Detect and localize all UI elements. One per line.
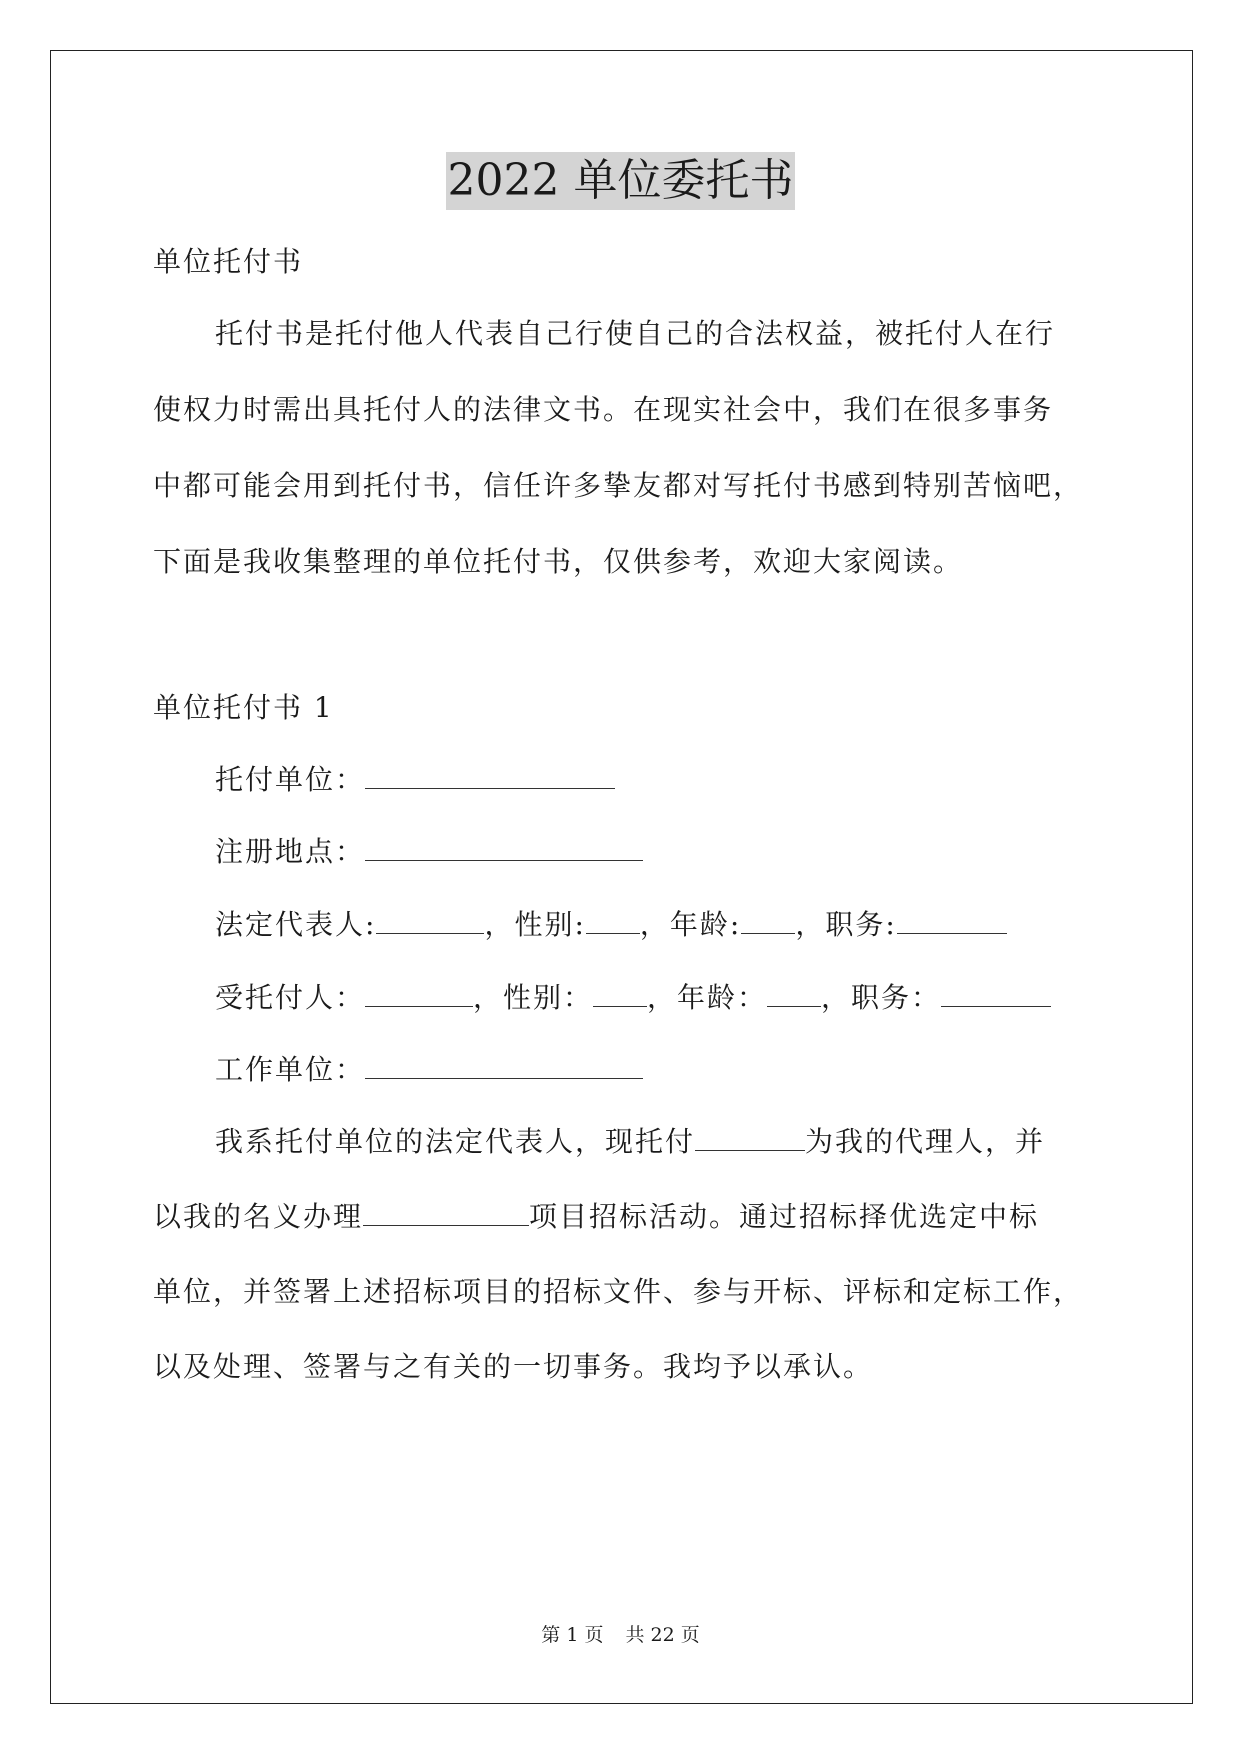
field-unit-label: 托付单位： [215, 763, 366, 796]
section-heading: 单位托付书 1 [153, 691, 334, 724]
page-footer [0, 1622, 1241, 1648]
intro-line-4: 下面是我收集整理的单位托付书，仅供参考，欢迎大家阅读。 [153, 545, 964, 578]
document-heading: 单位托付书 [153, 245, 304, 278]
body-line-2a: 以我的名义办理 [153, 1200, 364, 1233]
field-legal-rep-label: 法定代表人: [215, 908, 377, 941]
field-gender-label-2: ，性别： [473, 981, 594, 1014]
project-name-blank[interactable] [363, 1199, 529, 1226]
field-position-blank-2[interactable] [941, 980, 1051, 1007]
field-age-label-2: ，年龄： [647, 981, 768, 1014]
intro-line-2: 使权力时需出具托付人的法律文书。在现实社会中，我们在很多事务 [153, 393, 1054, 426]
field-workplace-row [215, 1050, 643, 1090]
field-entrusted-label: 受托付人： [215, 981, 366, 1014]
field-workplace-blank[interactable] [365, 1052, 643, 1079]
field-unit-row [215, 760, 615, 800]
field-gender-blank-2[interactable] [593, 980, 647, 1007]
field-workplace-label: 工作单位： [215, 1053, 366, 1086]
body-line-2b: 项目招标活动。通过招标择优选定中标 [529, 1200, 1040, 1233]
field-entrusted-row [215, 978, 1051, 1018]
field-legal-rep-blank[interactable] [376, 907, 484, 934]
field-address-row [215, 832, 643, 872]
field-entrusted-blank[interactable] [365, 980, 473, 1007]
document-title: 2022 单位委托书 [446, 152, 796, 210]
field-position-blank-1[interactable] [897, 907, 1007, 934]
body-line-1a: 我系托付单位的法定代表人，现托付 [215, 1125, 696, 1158]
intro-line-1: 托付书是托付他人代表自己行使自己的合法权益，被托付人在行 [215, 317, 1056, 350]
field-address-label: 注册地点： [215, 835, 366, 868]
body-line-1 [215, 1122, 1045, 1162]
field-unit-blank[interactable] [365, 762, 615, 789]
body-line-1b: 为我的代理人，并 [805, 1125, 1046, 1158]
page-current: 第 1 页 [541, 1624, 604, 1646]
field-address-blank[interactable] [365, 834, 643, 861]
agent-name-blank[interactable] [695, 1124, 805, 1151]
intro-line-3: 中都可能会用到托付书，信任许多挚友都对写托付书感到特别苦恼吧， [153, 469, 1084, 502]
body-line-2 [153, 1197, 1039, 1237]
field-gender-label-1: ，性别: [484, 908, 586, 941]
field-age-label-1: ，年龄: [639, 908, 742, 941]
body-line-4: 以及处理、签署与之有关的一切事务。我均予以承认。 [153, 1350, 874, 1383]
field-age-blank-1[interactable] [741, 907, 795, 934]
field-age-blank-2[interactable] [767, 980, 821, 1007]
field-position-label-2: ，职务： [821, 981, 942, 1014]
field-gender-blank-1[interactable] [586, 907, 640, 934]
title-wrap [0, 152, 1241, 210]
page-total: 共 22 页 [625, 1624, 700, 1646]
page-border [50, 50, 1193, 1704]
field-position-label-1: ，职务: [795, 908, 897, 941]
field-legal-rep-row [215, 905, 1007, 945]
body-line-3: 单位，并签署上述招标项目的招标文件、参与开标、评标和定标工作， [153, 1275, 1084, 1308]
